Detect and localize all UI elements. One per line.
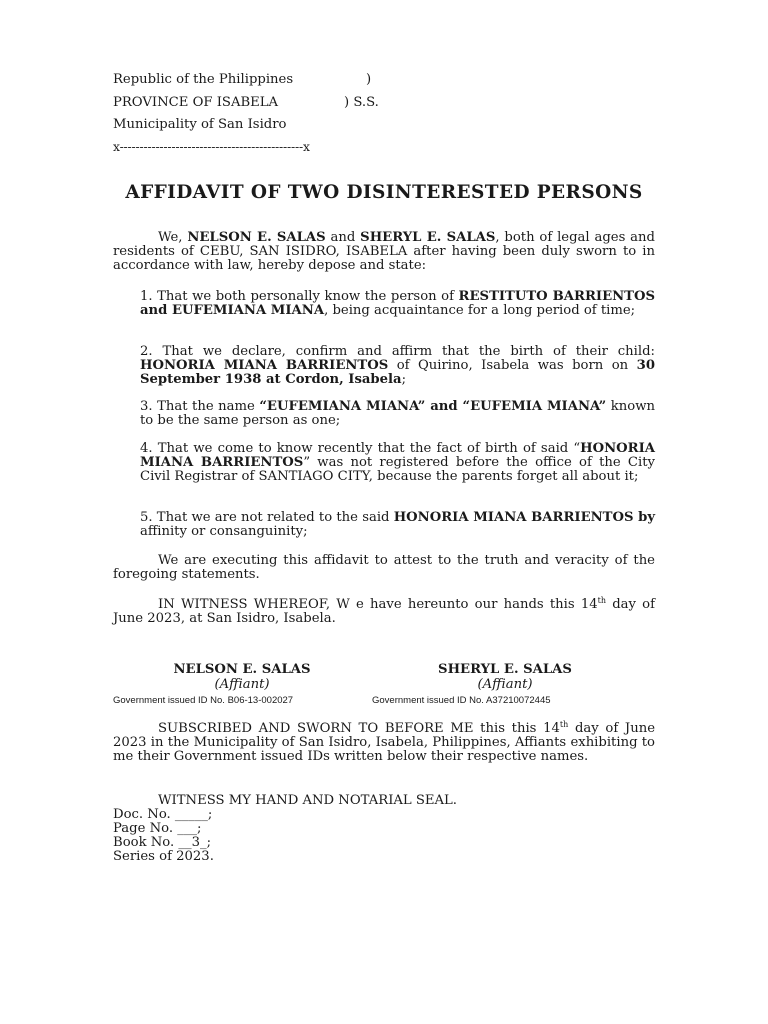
- intro-affiant1: NELSON E. SALAS: [187, 230, 326, 245]
- item-4-pre: 4. That we come to know recently that the fact of birth of said “: [140, 441, 581, 456]
- witness-pre: IN WITNESS WHEREOF, W e have hereunto our hands this 14: [158, 597, 598, 612]
- notary-seal: WITNESS MY HAND AND NOTARIAL SEAL.: [158, 793, 458, 808]
- item-2-post: ;: [401, 372, 407, 388]
- item-4-bold: HONORIA MIANA BARRIENTOS: [140, 441, 655, 471]
- book-no: [113, 835, 211, 850]
- signatory-left-role: (Affiant): [214, 677, 270, 692]
- doc-no-label: Doc. No.: [113, 807, 175, 822]
- item-1-pre: 1. That we both personally know the person of: [140, 289, 459, 304]
- intro-post: , both of legal ages and residents of CEBU, SAN ISIDRO, ISABELA after having been duly sworn to in accordance with law, hereby depose and state:: [113, 230, 655, 274]
- subscribed-pre: SUBSCRIBED AND SWORN TO BEFORE ME this this 14: [158, 721, 560, 736]
- intro-and: and: [325, 230, 361, 245]
- book-no-end: ;: [206, 835, 212, 850]
- municipality-text: Municipality of San Isidro: [113, 117, 287, 132]
- item-4: [140, 442, 655, 485]
- witness-post: day of June 2023, at San Isidro, Isabela.: [113, 597, 655, 627]
- item-3-pre: 3. That the name: [140, 399, 260, 414]
- caption-municipality: [113, 117, 286, 132]
- caption-republic-paren: [366, 72, 371, 87]
- separator-text: x----------------------------------------------x: [113, 139, 310, 154]
- item-2-mid: of Quirino, Isabela was born on: [388, 358, 637, 374]
- intro-paragraph: [113, 231, 655, 274]
- ss-text: ) S.S.: [344, 95, 379, 110]
- item-5-post: affinity or consanguinity;: [140, 524, 308, 540]
- item-4-post: ” was not registered before the office of the City Civil Registrar of SANTIAGO CITY, because the parents forget all about it;: [140, 455, 655, 485]
- caption-province: [113, 95, 278, 110]
- province-text: PROVINCE OF ISABELA: [113, 95, 279, 110]
- doc-no: [113, 807, 212, 822]
- doc-no-value: _____: [174, 807, 208, 822]
- item-5: [140, 511, 655, 539]
- item-3-bold: “EUFEMIANA MIANA” and “EUFEMIA MIANA”: [259, 399, 607, 414]
- item-1-bold: RESTITUTO BARRIENTOS and EUFEMIANA MIANA: [140, 289, 655, 319]
- item-2-bold: HONORIA MIANA BARRIENTOS: [140, 358, 389, 374]
- item-5-pre: 5. That we are not related to the said: [140, 510, 394, 525]
- subscribed-sup: th: [559, 720, 569, 729]
- doc-no-end: ;: [207, 807, 213, 822]
- republic-paren: ): [366, 72, 372, 87]
- republic-text: Republic of the Philippines: [113, 72, 294, 87]
- item-5-bold: HONORIA MIANA BARRIENTOS by: [393, 510, 656, 525]
- page-no-value: ___: [177, 821, 197, 836]
- subscribed-paragraph: [113, 722, 655, 765]
- intro-affiant2: SHERYL E. SALAS: [360, 230, 496, 245]
- caption-separator: [113, 139, 310, 154]
- intro-pre: We,: [158, 230, 188, 245]
- signatory-right-name: SHERYL E. SALAS: [438, 662, 572, 677]
- caption-republic: [113, 72, 293, 87]
- item-1-post: , being acquaintance for a long period of time;: [324, 303, 636, 319]
- item-3: [140, 400, 655, 428]
- page-no: [113, 821, 201, 836]
- signatory-right-role: (Affiant): [477, 677, 533, 692]
- signatory-right-id: Government issued ID No. A37210072445: [372, 695, 551, 706]
- item-2: [140, 345, 655, 388]
- caption-ss: [344, 95, 379, 110]
- executing-paragraph: We are executing this affidavit to attest to the truth and veracity of the foregoing statements.: [113, 553, 655, 583]
- series: Series of 2023.: [113, 849, 214, 864]
- document-title: AFFIDAVIT OF TWO DISINTERESTED PERSONS: [125, 182, 643, 203]
- signatory-left-id: Government issued ID No. B06-13-002027: [113, 695, 294, 706]
- signature-left: [150, 662, 334, 692]
- page-no-end: ;: [197, 821, 202, 836]
- item-2-pre: 2. That we declare, confirm and affirm that the birth of their child:: [140, 344, 655, 359]
- item-1: [140, 290, 655, 318]
- book-no-value: __3_: [178, 835, 207, 850]
- signatory-left-name: NELSON E. SALAS: [173, 662, 311, 677]
- signature-right: [413, 662, 597, 692]
- page-no-label: Page No.: [113, 821, 178, 836]
- witness-paragraph: [113, 598, 655, 626]
- witness-sup: th: [597, 596, 606, 605]
- subscribed-post: day of June 2023 in the Municipality of San Isidro, Isabela, Philippines, Affiants exhibiting to me their Government issued IDs written below their respective names.: [113, 721, 655, 765]
- book-no-label: Book No.: [113, 835, 179, 850]
- item-2-bold2: 30 September 1938 at Cordon, Isabela: [140, 358, 655, 388]
- item-3-post: known to be the same person as one;: [140, 399, 655, 429]
